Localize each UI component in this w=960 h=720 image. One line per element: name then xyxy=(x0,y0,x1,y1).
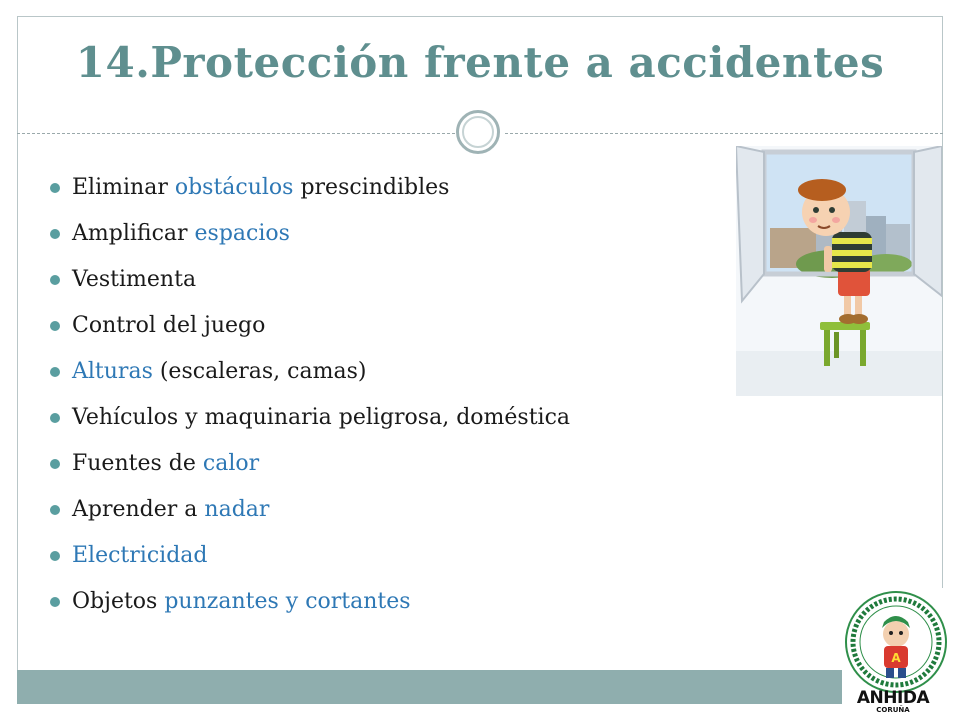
bullet-item xyxy=(48,533,570,579)
bullet-item xyxy=(48,395,570,441)
child-window-illustration xyxy=(736,146,942,396)
bullet-item xyxy=(48,257,570,303)
bullet-item xyxy=(48,211,570,257)
bullet-item xyxy=(48,349,570,395)
bullet-highlight-text: espacios xyxy=(194,221,290,246)
bullet-item xyxy=(48,487,570,533)
bullet-dot-icon xyxy=(50,229,60,239)
bullet-item xyxy=(48,579,570,625)
bullet-item xyxy=(48,441,570,487)
bullet-dot-icon xyxy=(50,459,60,469)
bullet-text: Vehículos y maquinaria peligrosa, doméstica xyxy=(72,405,571,430)
bullet-text: Eliminar xyxy=(72,175,175,200)
bullet-highlight-text: Electricidad xyxy=(72,543,208,568)
bullet-text: Control del juego xyxy=(72,313,266,338)
bullet-dot-icon xyxy=(50,413,60,423)
bullet-dot-icon xyxy=(50,505,60,515)
slide-title: 14.Protección frente a accidentes xyxy=(75,38,885,87)
bullet-highlight-text: calor xyxy=(202,451,260,476)
bullet-text: Aprender a xyxy=(72,497,205,522)
bullet-dot-icon xyxy=(50,367,60,377)
bullet-text: Vestimenta xyxy=(72,267,197,292)
bullet-dot-icon xyxy=(50,321,60,331)
bullet-highlight-text: Alturas xyxy=(72,359,153,384)
bullet-text: (escaleras, camas) xyxy=(152,359,367,384)
bullet-text: Objetos xyxy=(72,589,165,614)
bullet-dot-icon xyxy=(50,275,60,285)
bullet-dot-icon xyxy=(50,597,60,607)
bullet-list xyxy=(48,165,570,625)
bullet-highlight-text: nadar xyxy=(204,497,270,522)
title-divider-right xyxy=(505,133,943,134)
logo-name: ANHIDA xyxy=(856,688,930,708)
bullet-text: Amplificar xyxy=(72,221,195,246)
bullet-item xyxy=(48,165,570,211)
logo-city: CORUÑA xyxy=(876,706,910,714)
bullet-dot-icon xyxy=(50,551,60,561)
bullet-highlight-text: obstáculos xyxy=(174,175,294,200)
title-divider-left xyxy=(17,133,455,134)
svg-text:A: A xyxy=(891,651,901,665)
divider-ring-ornament xyxy=(456,110,500,154)
bullet-dot-icon xyxy=(50,183,60,193)
bottom-bar xyxy=(17,670,943,704)
bullet-text: prescindibles xyxy=(293,175,450,200)
bullet-text: Fuentes de xyxy=(72,451,203,476)
bullet-highlight-text: punzantes y cortantes xyxy=(164,589,411,614)
bullet-item xyxy=(48,303,570,349)
